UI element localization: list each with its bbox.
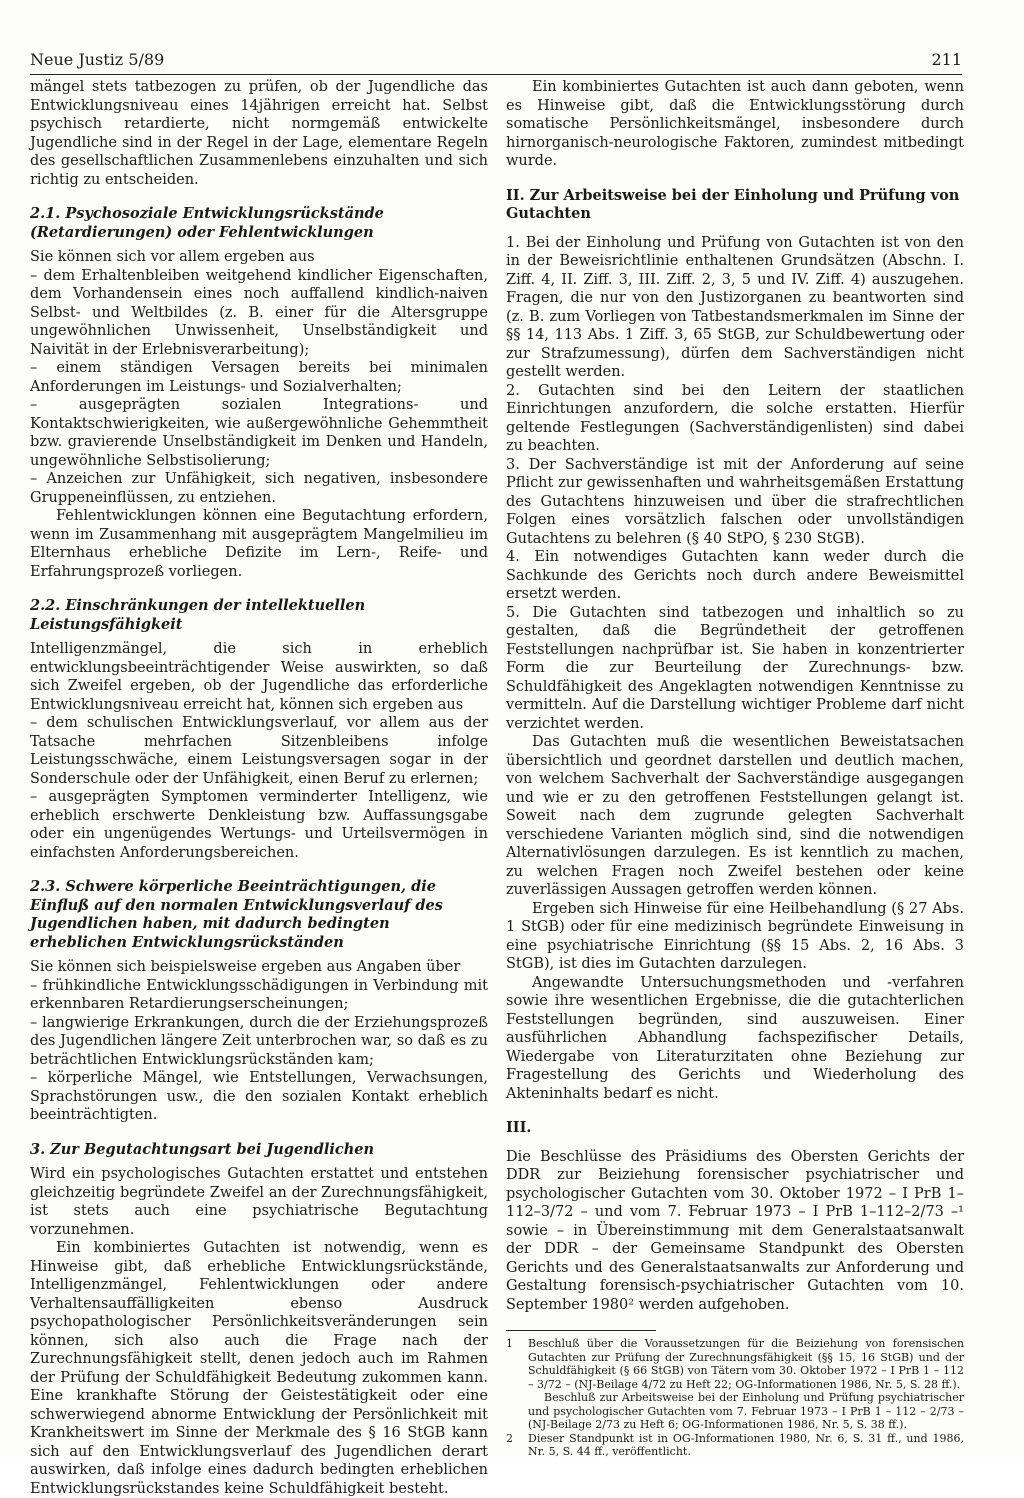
footnote-1-continued: Beschluß zur Arbeitsweise bei der Einholung und Prüfung psychiatrischer und psychologischer Gutachten vom 7. Februar 1973 – I PrB 1 – 112 – 2/73 – (NJ-Beilage 2/73 zu Heft 6; OG-Informationen 1986, Nr. 5, S. 38 ff.). [528,1391,964,1431]
section-heading-2-2: 2.2. Einschränkungen der intellektuellen Leistungsfähigkeit [30,597,366,633]
paragraph: Ergeben sich Hinweise für eine Heilbehandlung (§ 27 Abs. 1 StGB) oder für eine medizinisch begründete Einweisung in eine psychiatrische Einrichtung (§§ 15 Abs. 2, 16 Abs. 3 StGB), ist dies im Gutachten darzulegen. [506,900,964,972]
footnote-number: 1 [506,1337,513,1350]
list-item: – ausgeprägten Symptomen verminderter Intelligenz, wie erheblich erschwerte Denkleistung bzw. Auffassungsgabe oder ein ungenügendes Wertungs- und Urteilsvermögen in einfachsten Anforderungsbereichen. [30,789,488,861]
section-heading-2-1: 2.1. Psychosoziale Entwicklungsrückstände (Retardierungen) oder Fehlentwicklungen [30,205,384,241]
paragraph: Intelligenzmängel, die sich in erheblich entwicklungsbeeinträchtigender Weise auswirkten, so daß sich Zweifel ergeben, ob der Jugendliche das erforderliche Entwicklungsniveau erreicht hat, können sich ergeben aus [30,641,488,713]
footnotes [506,1337,964,1459]
list-item: – körperliche Mängel, wie Entstellungen, Verwachsungen, Sprachstörungen usw., die den sozialen Kontakt erheblich beeinträchtigten. [30,1070,488,1123]
paragraph: mängel stets tatbezogen zu prüfen, ob der Jugendliche das Entwicklungsniveau eines 14jährigen erreicht hat. Selbst psychisch retardierte, nicht normgemäß entwickelte Jugendliche sind in der Regel in der Lage, elementare Regeln des gesellschaftlichen Zusammenlebens einzuhalten und sich richtig zu entscheiden. [30,79,488,188]
page-header [30,50,962,75]
paragraph: Das Gutachten muß die wesentlichen Beweistatsachen übersichtlich und geordnet darstellen und deutlich machen, von welchem Sachverhalt der Sachverständige ausgegangen und wie er zu den getroffenen Feststellungen gelangt ist. Soweit nach dem zugrunde gelegten Sachverhalt verschiedene Varianten möglich sind, sind die notwendigen Alternativlösungen darzulegen. Es ist kenntlich zu machen, zu welchen Fragen noch Zweifel bestehen oder keine zuverlässigen Aussagen getroffen werden können. [506,734,964,898]
paragraph: Die Beschlüsse des Präsidiums des Obersten Gerichts der DDR zur Beiziehung forensischer psychiatrischer und psychologischer Gutachten vom 30. Oktober 1972 – I PrB 1–112–3/72 – und vom 7. Februar 1973 – I PrB 1–112–2/73 –¹ sowie – in Übereinstimmung mit dem Generalstaatsanwalt der DDR – der Gemeinsame Standpunkt des Obersten Gerichts und des Generalstaatsanwalts zur Anforderung und Gestaltung forensisch-psychiatrischer Gutachten vom 10. September 1980² werden aufgehoben. [506,1148,964,1313]
numbered-item-4: 4. Ein notwendiges Gutachten kann weder durch die Sachkunde des Gerichts noch durch andere Beweismittel ersetzt werden. [506,549,964,602]
paragraph: Sie können sich beispielsweise ergeben aus Angaben über [30,959,461,975]
footnote-number: 2 [506,1431,513,1445]
footnote-1 [506,1337,964,1391]
list-item: – dem Erhaltenbleiben weitgehend kindlicher Eigenschaften, dem Vorhandensein eines noch auffallend kindlich-naiven Selbst- und Weltbildes (z. B. einer für die Altersgruppe ungewöhnlichen Unwissenheit, Unselbständigkeit und Naivität in der Erlebnisverarbeitung); [30,267,488,358]
section-heading-2-3: 2.3. Schwere körperliche Beeinträchtigungen, die Einfluß auf den normalen Entwicklungsverlauf des Jugendlichen haben, mit dadurch bedingten erheblichen Entwicklungsrückständen [30,878,443,951]
right-column [506,78,964,1459]
numbered-item-5: 5. Die Gutachten sind tatbezogen und inhaltlich so zu gestalten, daß die Begründetheit der getroffenen Feststellungen nachprüfbar ist. Sie haben in konzentrierter Form die zur Beurteilung der Zurechnungs- bzw. Schuldfähigkeit des Angeklagten notwendigen Kenntnisse zu vermitteln. Auf die Darstellung wichtiger Probleme darf nicht verzichtet werden. [506,604,964,732]
numbered-item-3: 3. Der Sachverständige ist mit der Anforderung auf seine Pflicht zur gewissenhaften und wahrheitsgemäßen Erstattung des Gutachtens hinzuweisen und über die strafrechtlichen Folgen eines vorsätzlich falschen oder unvollständigen Gutachtens zu belehren (§ 40 StPO, § 230 StGB). [506,456,964,547]
paragraph: Wird ein psychologisches Gutachten erstattet und entstehen gleichzeitig begründete Zweifel an der Zurechnungsfähigkeit, ist stets auch eine psychiatrische Begutachtung vorzunehmen. [30,1166,488,1238]
paragraph: Fehlentwicklungen können eine Begutachtung erfordern, wenn im Zusammenhang mit ausgeprägtem Mangelmilieu im Elternhaus erhebliche Defizite im Lern-, Reife- und Erfahrungsprozeß vorliegen. [30,508,488,580]
journal-issue-label: Neue Justiz 5/89 [30,50,165,69]
numbered-item-2: 2. Gutachten sind bei den Leitern der staatlichen Einrichtungen anzufordern, die solche erstatten. Hierfür geltende Festlegungen (Sachverständigenlisten) sind dabei zu beachten. [506,382,964,454]
list-item: – dem schulischen Entwicklungsverlauf, vor allem aus der Tatsache mehrfachen Sitzenbleibens infolge Leistungsschwäche, einem Leistungsversagen sogar in der Sonderschule oder der Unfähigkeit, einen Beruf zu erlernen; [30,715,488,787]
footnote-2 [506,1432,964,1459]
numbered-item-1: 1. Bei der Einholung und Prüfung von Gutachten ist von den in der Beweisrichtlinie enthaltenen Grundsätzen (Abschn. I. Ziff. 4, II. Ziff. 3, III. Ziff. 2, 3, 5 und IV. Ziff. 4) auszugehen. Fragen, die nur von den Justizorganen zu beantworten sind (z. B. zum Vorliegen von Tatbestandsmerkmalen im Sinne der §§ 14, 113 Abs. 1 Ziff. 3, 65 StGB, zur Schuldbewertung oder zur Strafzumessung), dürfen dem Sachverständigen nicht gestellt werden. [506,234,964,380]
list-item: – frühkindliche Entwicklungsschädigungen in Verbindung mit erkennbaren Retardierungserscheinungen; [30,977,488,1012]
list-item: – Anzeichen zur Unfähigkeit, sich negativen, insbesondere Gruppeneinflüssen, zu entziehen. [30,471,488,506]
list-item: – einem ständigen Versagen bereits bei minimalen Anforderungen im Leistungs- und Sozialverhalten; [30,360,488,395]
paragraph: Angewandte Untersuchungsmethoden und -verfahren sowie ihre wesentlichen Ergebnisse, die die gutachterlichen Feststellungen begründen, sind auszuweisen. Einer ausführlichen Abhandlung fachspezifischer Details, Wiedergabe von Literaturzitaten ohne Beziehung zur Fragestellung des Gerichts und Wiederholung des Akteninhalts bedarf es nicht. [506,974,964,1102]
footnote-text: Dieser Standpunkt ist in OG-Informationen 1980, Nr. 6, S. 31 ff., und 1986, Nr. 5, S. 44 ff., veröffentlicht. [528,1431,964,1458]
section-heading-III: III. [506,1119,532,1136]
footnote-text: Beschluß über die Voraussetzungen für die Beiziehung von forensischen Gutachten zur Prüfung der Zurechnungsfähigkeit (§§ 15, 16 StGB) und der Schuldfähigkeit (§ 66 StGB) von Tätern vom 30. Oktober 1972 – I PrB 1 – 112 – 3/72 – (NJ-Beilage 4/72 zu Heft 22; OG-Informationen 1986, Nr. 5, S. 28 ff.). [528,1337,964,1391]
paragraph: Ein kombiniertes Gutachten ist notwendig, wenn es Hinweise gibt, daß erhebliche Entwicklungsrückstände, Intelligenzmängel, Fehlentwicklungen oder andere Verhaltensauffälligkeiten ebenso Ausdruck psychopathologischer Persönlichkeitsveränderungen sein können, sich also auch die Frage nach der Zurechnungsfähigkeit stellt, denen jedoch auch im Rahmen der Prüfung der Schuldfähigkeit Bedeutung zukommen kann. Eine krankhafte Störung der Geistestätigkeit oder eine schwerwiegend abnorme Entwicklung der Persönlichkeit mit Krankheitswert im Sinne der Merkmale des § 16 StGB kann sich auf den Entwicklungsverlauf des Jugendlichen derart auswirken, daß infolge eines dadurch bedingten erheblichen Entwicklungsrückstandes keine Schuldfähigkeit besteht. [30,1240,488,1497]
list-item: – langwierige Erkrankungen, durch die der Erziehungsprozeß des Jugendlichen längere Zeit unterbrochen war, so daß es zu beträchtlichen Entwicklungsrückständen kam; [30,1014,488,1068]
paragraph: Sie können sich vor allem ergeben aus [30,249,315,265]
paragraph: Ein kombiniertes Gutachten ist auch dann geboten, wenn es Hinweise gibt, daß die Entwicklungsstörung durch somatische Persönlichkeitsmängel, insbesondere durch hirnorganisch-neurologische Faktoren, zumindest mitbedingt wurde. [506,79,964,169]
section-heading-3: 3. Zur Begutachtungsart bei Jugendlichen [30,1140,375,1158]
page-number: 211 [931,50,962,69]
footnote-rule [506,1330,656,1337]
list-item: – ausgeprägten sozialen Integrations- und Kontaktschwierigkeiten, wie außergewöhnliche Gehemmtheit bzw. gravierende Unselbständigkeit im Denken und Handeln, ungewöhnliche Selbstisolierung; [30,397,488,469]
section-heading-II: II. Zur Arbeitsweise bei der Einholung und Prüfung von Gutachten [506,186,960,222]
left-column [30,78,488,1498]
